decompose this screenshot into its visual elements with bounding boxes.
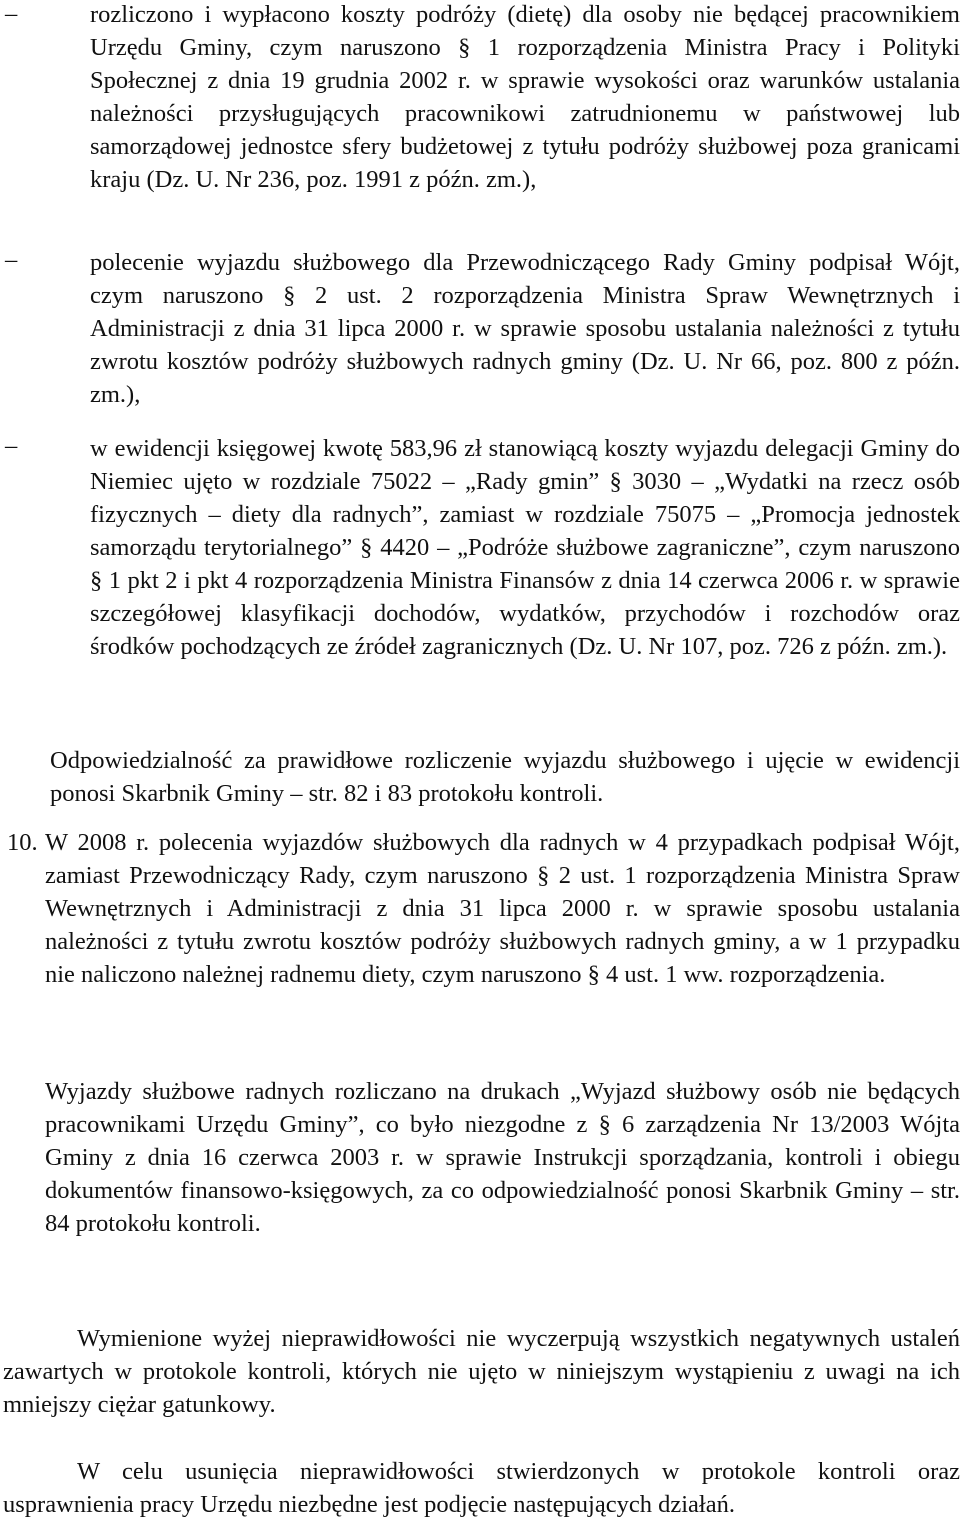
closing-paragraph-2: W celu usunięcia nieprawidłowości stwierdzonych w protokole kontroli oraz usprawnienia pracy Urzędu niezbędne jest podjęcie następujących działań. xyxy=(3,1458,960,1518)
bullet-text-1: rozliczono i wypłacono koszty podróży (dietę) dla osoby nie będącej pracownikiem Urzędu Gminy, czym naruszono § 1 rozporządzenia Ministra Pracy i Polityki Społecznej z dnia 19 grudnia 2002 r. w sprawie wysokości oraz warunków ustalania należności przysługujących pracownikowi zatrudnionemu w państwowej lub samorządowej jednostce sfery budżetowej z tytułu podróży służbowej poza granicami kraju (Dz. U. Nr 236, poz. 1991 z późn. zm.), xyxy=(90,1,960,193)
responsibility-paragraph-2: Wyjazdy służbowe radnych rozliczano na drukach „Wyjazd służbowy osób nie będących pracownikami Urzędu Gminy”, co było niezgodne z § 6 zarządzenia Nr 13/2003 Wójta Gminy z dnia 16 czerwca 2003 r. w sprawie Instrukcji sporządzania, kontroli i obiegu dokumentów finansowo-księgowych, za co odpowiedzialność ponosi Skarbnik Gminy – str. 84 protokołu kontroli. xyxy=(45,1078,960,1237)
responsibility-paragraph-1: Odpowiedzialność za prawidłowe rozliczenie wyjazdu służbowego i ujęcie w ewidencji ponosi Skarbnik Gminy – str. 82 i 83 protokołu kontroli. xyxy=(50,747,960,807)
point-10-text: W 2008 r. polecenia wyjazdów służbowych dla radnych w 4 przypadkach podpisał Wójt, zamiast Przewodniczący Rady, czym naruszono § 2 ust. 1 rozporządzenia Ministra Spraw Wewnętrznych i Administracji z dnia 31 lipca 2000 r. w sprawie sposobu ustalania należności z tytułu zwrotu kosztów podróży służbowych radnych gminy, a w 1 przypadku nie naliczono należnej radnemu diety, czym naruszono § 4 ust. 1 ww. rozporządzenia. xyxy=(45,829,960,988)
bullet-text-3: w ewidencji księgowej kwotę 583,96 zł stanowiącą koszty wyjazdu delegacji Gminy do Niemiec ujęto w rozdziale 75022 – „Rady gmin” § 3030 – „Wydatki na rzecz osób fizycznych – diety dla radnych”, zamiast w rozdziale 75075 – „Promocja jednostek samorządu terytorialnego” § 4420 – „Podróże służbowe zagraniczne”, czym naruszono § 1 pkt 2 i pkt 4 rozporządzenia Ministra Finansów z dnia 14 czerwca 2006 r. w sprawie szczegółowej klasyfikacji dochodów, wydatków, przychodów i rozchodów oraz środków pochodzących ze źródeł zagranicznych (Dz. U. Nr 107, poz. 726 z późn. zm.). xyxy=(90,435,960,660)
bullet-dash-1: – xyxy=(5,0,18,27)
bullet-dash-3: – xyxy=(5,432,18,459)
closing-paragraph-1: Wymienione wyżej nieprawidłowości nie wyczerpują wszystkich negatywnych ustaleń zawartych w protokole kontroli, których nie ujęto w niniejszym wystąpieniu z uwagi na ich mniejszy ciężar gatunkowy. xyxy=(3,1325,960,1418)
bullet-dash-2: – xyxy=(5,246,18,273)
point-10 xyxy=(0,826,960,991)
bullet-text-2: polecenie wyjazdu służbowego dla Przewodniczącego Rady Gminy podpisał Wójt, czym naruszono § 2 ust. 2 rozporządzenia Ministra Spraw Wewnętrznych i Administracji z dnia 31 lipca 2000 r. w sprawie sposobu ustalania należności z tytułu zwrotu kosztów podróży służbowych radnych gminy (Dz. U. Nr 66, poz. 800 z późn. zm.), xyxy=(90,249,960,408)
point-number: 10. xyxy=(7,829,38,856)
